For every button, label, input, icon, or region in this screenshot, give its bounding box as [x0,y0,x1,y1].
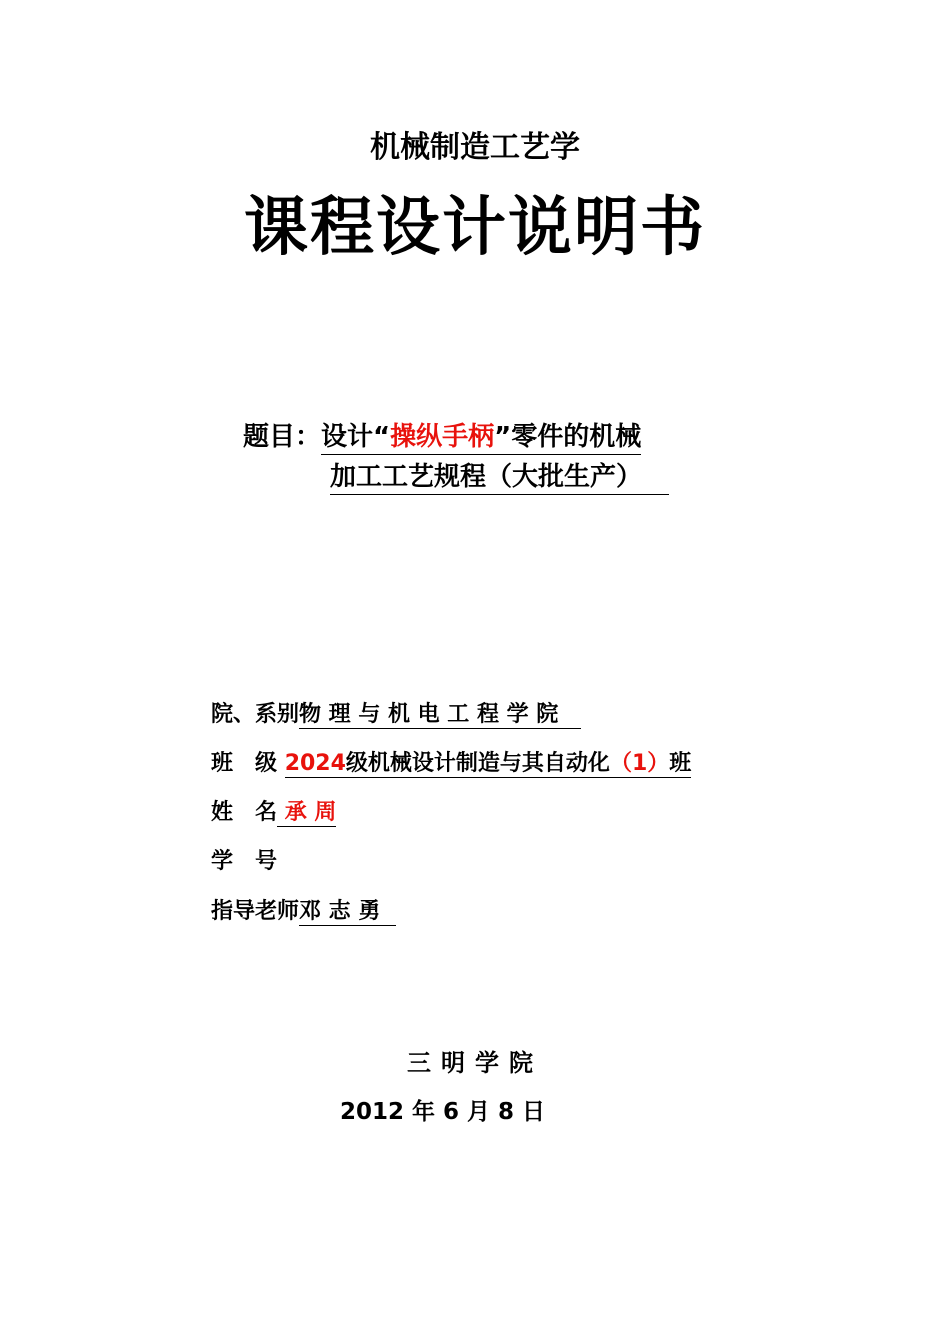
class-major: 级机械设计制造与其自动化 [345,751,610,776]
advisor-label: 指导老师 [211,899,300,924]
topic-line-2 [330,456,669,493]
topic-line-2-text: 加工工艺规程（大批生产） [330,462,643,492]
department-value-field [299,702,581,729]
course-subject: 机械制造工艺学 [370,130,580,165]
department-label: 院、系别 [211,702,300,727]
name-value: 承 周 [284,800,337,825]
class-number: （1） [609,751,670,776]
info-row-department [211,697,581,728]
topic-value-line-1 [321,422,641,455]
topic-suffix: ”零件的机械 [494,422,642,452]
department-value: 物 理 与 机 电 工 程 学 院 [299,702,559,727]
document-title: 课程设计说明书 [244,191,706,265]
class-year: 2024 [284,751,346,776]
school-name: 三明学院 [407,1049,543,1077]
topic-prefix: 设计“ [321,422,391,452]
topic-value-line-2 [330,462,669,495]
class-suffix: 班 [669,751,692,776]
topic-line-1 [243,416,641,453]
class-value-field [285,751,692,778]
info-row-name [211,795,336,826]
topic-part-name: 操纵手柄 [390,422,495,452]
info-row-class [211,746,691,777]
class-label: 班 级 [211,751,278,776]
info-row-advisor [211,894,396,925]
topic-label: 题目： [243,422,322,452]
name-value-field [277,800,336,827]
info-row-student-id [211,844,277,875]
name-label: 姓 名 [211,800,278,825]
student-id-label: 学 号 [211,849,278,874]
document-date: 2012 年 6 月 8 日 [340,1099,546,1125]
advisor-value-field [299,899,396,926]
advisor-value: 邓 志 勇 [299,899,381,924]
